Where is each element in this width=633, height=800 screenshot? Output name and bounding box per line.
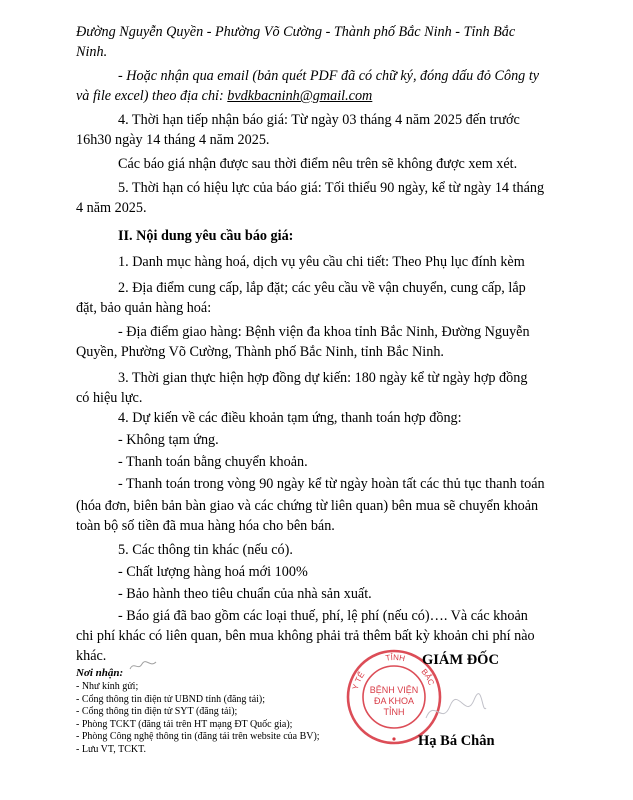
initials-scribble — [128, 659, 158, 673]
recipient-item: - Phòng Công nghệ thông tin (đăng tải trên website của BV); — [76, 731, 320, 742]
recipient-item: - Phòng TCKT (đăng tải trên HT mạng ĐT Quốc gia); — [76, 718, 293, 730]
validity-line: 5. Thời hạn có hiệu lực của báo giá: Tối thiểu 90 ngày, kể từ ngày 14 tháng — [118, 180, 545, 196]
item-5: 5. Các thông tin khác (nếu có). — [118, 542, 293, 558]
director-name: Hạ Bá Chân — [418, 733, 495, 749]
late-notice: Các báo giá nhận được sau thời điểm nêu trên sẽ không được xem xét. — [118, 156, 518, 172]
deadline-line: 4. Thời hạn tiếp nhận báo giá: Từ ngày 03 tháng 4 năm 2025 đến trước — [118, 112, 520, 128]
stamp-line-3: TỈNH — [383, 707, 405, 717]
payment-terms-cont: (hóa đơn, biên bản bàn giao và các chứng từ liên quan) bên mua sẽ chuyển khoản — [76, 498, 539, 514]
stamp-ring-right: BẮC — [419, 667, 436, 687]
email-link[interactable]: bvdkbacninh@gmail.com — [227, 88, 373, 104]
delivery-location: - Địa điểm giao hàng: Bệnh viện đa khoa tỉnh Bắc Ninh, Đường Nguyễn — [118, 324, 530, 340]
address-line-cont: Ninh. — [76, 44, 108, 60]
bank-transfer: - Thanh toán bằng chuyển khoản. — [118, 454, 308, 470]
stamp-ring-left: Y TẾ — [350, 670, 367, 691]
payment-terms-cont2: toàn bộ số tiền đã mua hàng hóa cho bên bán. — [76, 518, 335, 534]
item-3: 3. Thời gian thực hiện hợp đồng dự kiến: 180 ngày kể từ ngày hợp đồng — [118, 370, 528, 386]
item-3-cont: có hiệu lực. — [76, 390, 143, 406]
email-prefix: và file excel) theo địa chỉ: — [76, 88, 228, 104]
payment-terms: - Thanh toán trong vòng 90 ngày kể từ ngày hoàn tất các thủ tục thanh toán — [118, 476, 545, 492]
taxes-line-cont: chi phí khác có liên quan, bên mua không phải trả thêm bất kỳ khoản chi phí nào — [76, 628, 535, 644]
director-title: GIÁM ĐỐC — [422, 652, 499, 668]
taxes-line: - Báo giá đã bao gồm các loại thuế, phí, lệ phí (nếu có)…. Và các khoản — [118, 608, 528, 624]
recipient-item: - Cổng thông tin điện tử UBND tỉnh (đăng tải); — [76, 693, 266, 705]
svg-text:TỈNH — [385, 653, 406, 663]
signature-scribble — [420, 690, 490, 730]
recipient-item: - Lưu VT, TCKT. — [76, 743, 146, 755]
item-4: 4. Dự kiến về các điều khoản tạm ứng, thanh toán hợp đồng: — [118, 410, 462, 426]
item-2: 2. Địa điểm cung cấp, lắp đặt; các yêu cầu về vận chuyển, cung cấp, lắp — [118, 280, 526, 296]
recipient-item: - Như kính gửi; — [76, 681, 139, 692]
address-line: Đường Nguyễn Quyền - Phường Võ Cường - Thành phố Bắc Ninh - Tỉnh Bắc — [76, 24, 516, 40]
stamp-line-1: BỆNH VIỆN — [369, 685, 419, 695]
recipients-heading: Nơi nhận: — [76, 667, 124, 679]
no-advance: - Không tạm ứng. — [118, 432, 219, 448]
quality-line: - Chất lượng hàng hoá mới 100% — [118, 564, 308, 580]
recipient-item: - Cổng thông tin điện tử SYT (đăng tải); — [76, 706, 238, 717]
email-address-line — [76, 86, 372, 106]
email-option-line: - Hoặc nhận qua email (bản quét PDF đã có chữ ký, đóng dấu đỏ Công ty — [118, 68, 540, 84]
item-2-cont: đặt, bảo quản hàng hoá: — [76, 300, 212, 316]
validity-line-cont: 4 năm 2025. — [76, 200, 147, 216]
stamp-ring-top: TỈNH — [384, 652, 406, 664]
delivery-location-cont: Quyền, Phường Võ Cường, Thành phố Bắc Ninh, tỉnh Bắc Ninh. — [76, 344, 444, 360]
stamp-line-2: ĐA KHOA — [373, 696, 415, 706]
section-heading: II. Nội dung yêu cầu báo giá: — [118, 228, 294, 244]
deadline-line-cont: 16h30 ngày 14 tháng 4 năm 2025. — [76, 132, 270, 148]
taxes-line-cont2: khác. — [76, 648, 107, 664]
item-1: 1. Danh mục hàng hoá, dịch vụ yêu cầu chi tiết: Theo Phụ lục đính kèm — [118, 254, 525, 270]
warranty-line: - Bảo hành theo tiêu chuẩn của nhà sản xuất. — [118, 586, 372, 602]
